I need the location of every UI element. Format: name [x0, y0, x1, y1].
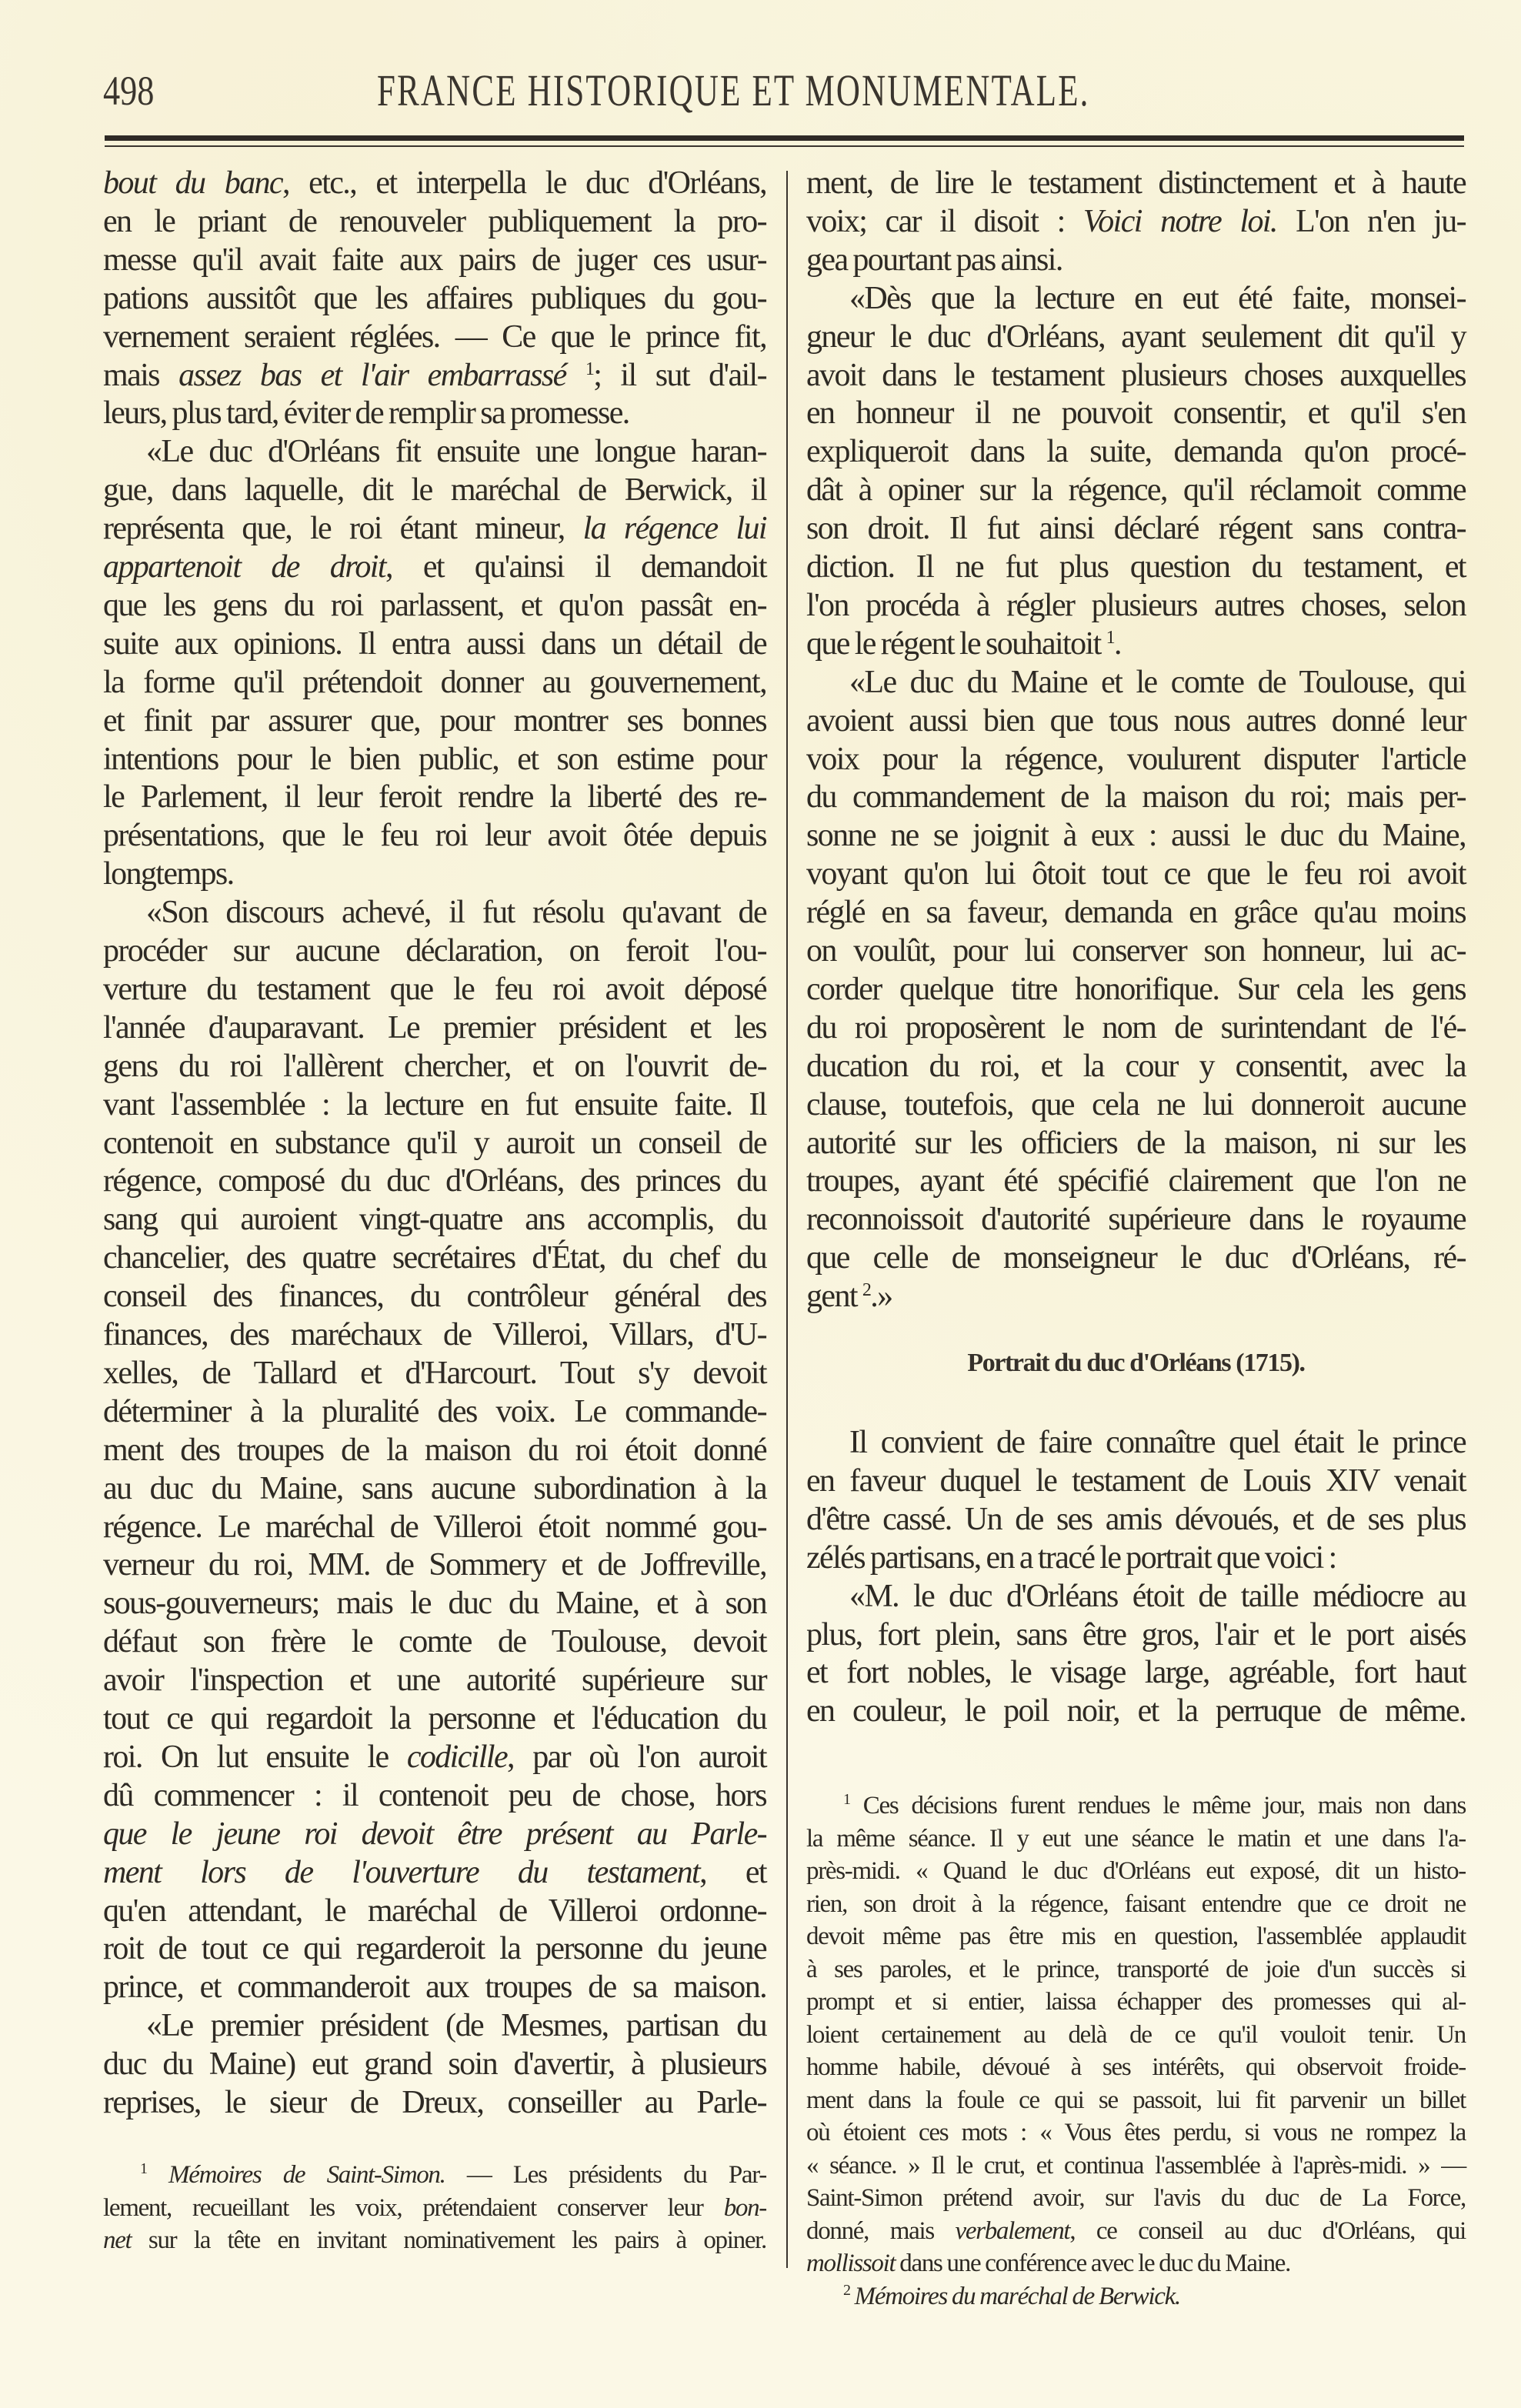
- body-line: [103, 1738, 766, 1776]
- text-run: en honneur il ne pouvoit consentir, et qu'il s'en: [806, 395, 1466, 432]
- body-line: [806, 1462, 1466, 1500]
- body-line: [103, 394, 766, 432]
- right-column: [806, 0, 1466, 2408]
- text-run: ; il sut d'ail-: [593, 357, 767, 393]
- text-run: en le priant de renouveler publiquement la pro-: [103, 203, 766, 239]
- text-run: .: [1113, 625, 1121, 662]
- footnote-marker[interactable]: 1: [140, 2160, 147, 2177]
- text-run: «Le duc d'Orléans fit ensuite une longue haran-: [146, 434, 766, 470]
- body-line: [103, 202, 766, 241]
- body-line: [806, 1423, 1466, 1462]
- text-run: lement, recueillant les voix, prétendaient conserver leur: [103, 2193, 724, 2222]
- body-line: [806, 1124, 1466, 1162]
- italic-text: mollissoit: [806, 2250, 896, 2277]
- italic-text: Mémoires du maréchal de Berwick.: [854, 2282, 1180, 2310]
- text-run: vant l'assemblée : la lecture en fut ensuite faite. Il: [103, 1086, 766, 1122]
- body-line: [806, 855, 1466, 893]
- text-run: «M. le duc d'Orléans étoit de taille médiocre au: [849, 1578, 1466, 1614]
- body-line: [806, 1086, 1466, 1124]
- text-run: réglé en sa faveur, demanda en grâce qu'au moins: [806, 895, 1466, 931]
- text-run: que le régent le souhaitoit: [806, 625, 1106, 662]
- body-line: [806, 932, 1466, 970]
- text-run: dû commencer : il contenoit peu de chose, hors: [103, 1777, 766, 1813]
- footnote-line: [806, 2280, 1466, 2313]
- text-run: troupes, ayant été spécifié clairement que l'on ne: [806, 1163, 1466, 1199]
- text-run: d'être cassé. Un de ses amis dévoués, et de ses plus: [806, 1501, 1466, 1537]
- text-run: devoit même pas être mis en question, l'assemblée applaudit: [806, 1923, 1466, 1950]
- body-line: [806, 241, 1466, 279]
- text-run: contenoit en substance qu'il y auroit un conseil de: [103, 1125, 766, 1161]
- body-line: [103, 548, 766, 586]
- footnote-line: [806, 1920, 1466, 1953]
- body-line: [806, 202, 1466, 241]
- text-run: le Parlement, il leur feroit rendre la liberté des re-: [103, 779, 766, 815]
- italic-text: bout du banc: [103, 165, 282, 201]
- body-line: [806, 1047, 1466, 1086]
- text-run: dans une conférence avec le duc du Maine.: [895, 2250, 1291, 2277]
- column-divider: [786, 171, 788, 2268]
- body-line: [806, 663, 1466, 702]
- text-run: suite aux opinions. Il entra aussi dans un détail de: [103, 625, 766, 662]
- italic-text: la régence lui: [582, 511, 766, 547]
- body-line: [103, 1508, 766, 1546]
- text-run: où étoient ces mots : « Vous êtes perdu, si vous ne rompez la: [806, 2119, 1466, 2146]
- body-line: [806, 1500, 1466, 1539]
- text-run: Il convient de faire connaître quel était le prince: [849, 1425, 1466, 1460]
- body-line: [103, 893, 766, 932]
- text-run: tout ce qui regardoit la personne et l'éducation du: [103, 1701, 766, 1736]
- text-run: duc du Maine) eut grand soin d'avertir, à plusieurs: [103, 2046, 766, 2083]
- text-run: déterminer à la pluralité des voix. Le commande-: [103, 1393, 766, 1429]
- italic-text: Voici notre loi.: [1082, 203, 1277, 239]
- body-line: [806, 1162, 1466, 1200]
- body-line: [103, 702, 766, 740]
- text-run: zélés partisans, en a tracé le portrait que voici :: [806, 1539, 1336, 1576]
- body-line: [103, 1047, 766, 1086]
- footnote-line: [103, 2159, 766, 2191]
- text-run: , et: [699, 1854, 766, 1890]
- body-line: [103, 586, 766, 625]
- footnote-line: [806, 2084, 1466, 2116]
- body-line: [103, 2006, 766, 2045]
- body-line: [103, 1815, 766, 1853]
- running-title: FRANCE HISTORIQUE ET MONUMENTALE.: [377, 65, 1090, 115]
- text-run: finances, des maréchaux de Villeroi, Villars, d'U-: [103, 1317, 766, 1352]
- text-run: à ses paroles, et le prince, transporté de joie d'un succès si: [806, 1955, 1466, 1983]
- italic-text: que le jeune roi devoit être présent au Parle-: [103, 1816, 766, 1852]
- text-run: l'on procéda à régler plusieurs autres choses, selon: [806, 587, 1466, 623]
- footnote-line: [806, 2215, 1466, 2247]
- text-run: chancelier, des quatre secrétaires d'État, du chef du: [103, 1240, 766, 1276]
- text-run: prince, et commanderoit aux troupes de sa maison.: [103, 1969, 766, 2006]
- body-line: [806, 893, 1466, 932]
- body-line: [103, 279, 766, 318]
- body-line: [103, 1546, 766, 1584]
- text-run: dât à opiner sur la régence, qu'il réclamoit comme: [806, 472, 1466, 509]
- body-line: [103, 2083, 766, 2122]
- body-line: [103, 1124, 766, 1162]
- text-run: pations aussitôt que les affaires publiques du gou-: [103, 280, 766, 316]
- text-run: clause, toutefois, que cela ne lui donneroit aucune: [806, 1086, 1466, 1122]
- body-line: [806, 394, 1466, 432]
- text-run: avoit dans le testament plusieurs choses auxquelles: [806, 357, 1466, 393]
- body-line: [806, 432, 1466, 471]
- text-run: au duc du Maine, sans aucune subordination à la: [103, 1470, 766, 1506]
- text-run: ment dans la foule ce qui se passoit, lui fit parvenir un billet: [806, 2086, 1466, 2114]
- body-line: [103, 663, 766, 702]
- body-line: [806, 509, 1466, 548]
- body-line: [103, 1853, 766, 1892]
- body-line: [806, 1577, 1466, 1616]
- footnote-line: [806, 1823, 1466, 1855]
- text-run: homme habile, dévoué à ses intérêts, qui observoit froide-: [806, 2053, 1466, 2081]
- footnote-line: [806, 1855, 1466, 1887]
- body-line: [806, 1277, 1466, 1316]
- text-run: xelles, de Tallard et d'Harcourt. Tout s'y devoit: [103, 1355, 766, 1391]
- body-line: [806, 164, 1466, 202]
- body-line: [806, 740, 1466, 779]
- text-run: défaut son frère le comte de Toulouse, devoit: [103, 1624, 766, 1660]
- text-run: plus, fort plein, sans être gros, l'air et le port aisés: [806, 1616, 1466, 1653]
- text-run: prompt et si entier, laissa échapper des promesses qui al-: [806, 1988, 1466, 2016]
- body-line: [806, 1539, 1466, 1577]
- text-run: sang qui auroient vingt-quatre ans accomplis, du: [103, 1202, 766, 1238]
- left-column: [103, 0, 766, 2408]
- text-run: donné, mais: [806, 2216, 956, 2245]
- body-line: [103, 356, 766, 395]
- text-run: représenta que, le roi étant mineur,: [103, 511, 583, 547]
- text-run: verneur du roi, MM. de Sommery et de Joffreville,: [103, 1547, 766, 1583]
- footnote-marker[interactable]: 2: [843, 2281, 850, 2299]
- text-run: longtemps.: [103, 856, 234, 892]
- text-run: sous-gouverneurs; mais le duc du Maine, et à son: [103, 1586, 766, 1622]
- footnote-line: [806, 1953, 1466, 1986]
- page-number: 498: [103, 68, 155, 114]
- text-run: loient certainement au delà de ce qu'il vouloit tenir. Un: [806, 2020, 1466, 2049]
- text-run: intentions pour le bien public, et son estime pour: [103, 741, 766, 777]
- text-run: en faveur duquel le testament de Louis XIV venait: [806, 1462, 1466, 1499]
- body-line: [806, 279, 1466, 318]
- footnote-line: [806, 2019, 1466, 2051]
- body-line: [103, 1086, 766, 1124]
- italic-text: net: [103, 2226, 132, 2254]
- footnote-marker[interactable]: 1: [1106, 627, 1114, 648]
- text-run: messe qu'il avait faite aux pairs de juger ces usur-: [103, 242, 766, 278]
- text-run: verture du testament que le feu roi avoit déposé: [103, 971, 766, 1007]
- text-run: , par où l'on auroit: [507, 1739, 766, 1775]
- body-line: [103, 1699, 766, 1738]
- footnote-line: [806, 2116, 1466, 2149]
- text-run: du roi proposèrent le nom de surintendant de l'é-: [806, 1009, 1466, 1046]
- text-run: régence, composé du duc d'Orléans, des princes du: [103, 1163, 766, 1199]
- text-run: sur la tête en invitant nominativement les pairs à opiner.: [131, 2226, 766, 2254]
- body-line: [103, 1009, 766, 1047]
- text-run: on voulût, pour lui conserver son honneur, lui ac-: [806, 933, 1466, 969]
- body-line: [103, 1316, 766, 1354]
- body-line: [103, 1277, 766, 1316]
- italic-text: Mémoires de Saint-Simon.: [168, 2161, 445, 2189]
- footnote-line: [806, 2182, 1466, 2214]
- body-line: [806, 625, 1466, 663]
- footnote-line: [806, 1888, 1466, 1920]
- body-line: [103, 1239, 766, 1277]
- text-run: «Le duc du Maine et le comte de Toulouse, qui: [849, 664, 1466, 700]
- body-line: [103, 932, 766, 970]
- body-line: [806, 1653, 1466, 1692]
- italic-text: verbalement: [955, 2216, 1070, 2245]
- footnote-line: [806, 2247, 1466, 2280]
- text-run: avoient aussi bien que tous nous autres donné leur: [806, 702, 1466, 739]
- italic-text: appartenoit de droit: [103, 549, 385, 585]
- body-line: [103, 1392, 766, 1431]
- text-run: ment des troupes de la maison du roi étoit donné: [103, 1432, 766, 1468]
- body-line: [806, 816, 1466, 855]
- text-run: l'année d'auparavant. Le premier président et les: [103, 1009, 766, 1046]
- text-run: conseil des finances, du contrôleur général des: [103, 1279, 766, 1315]
- text-run: ment, de lire le testament distinctement et à haute: [806, 165, 1466, 201]
- body-line: [103, 509, 766, 548]
- body-line: [103, 1929, 766, 1968]
- body-line: [103, 855, 766, 893]
- text-run: reprises, le sieur de Dreux, conseiller au Parle-: [103, 2085, 766, 2120]
- body-line: [103, 816, 766, 855]
- text-run: voix pour la régence, voulurent disputer l'article: [806, 741, 1466, 777]
- body-line: [103, 164, 766, 202]
- body-line: [103, 1623, 766, 1661]
- body-line: [103, 318, 766, 356]
- body-line: [103, 1431, 766, 1469]
- text-run: mais: [103, 357, 179, 393]
- text-run: présentations, que le feu roi leur avoit ôtée depuis: [103, 818, 766, 854]
- body-line: [103, 1200, 766, 1239]
- text-run: leurs, plus tard, éviter de remplir sa promesse.: [103, 395, 629, 432]
- body-line: [103, 241, 766, 279]
- text-run: [147, 2161, 168, 2189]
- text-run: du commandement de la maison du roi; mais per-: [806, 779, 1466, 815]
- text-run: régence. Le maréchal de Villeroi étoit nommé gou-: [103, 1509, 766, 1545]
- body-line: [806, 471, 1466, 509]
- footnote-line: [103, 2224, 766, 2256]
- text-run: la forme qu'il prétendoit donner au gouvernement,: [103, 664, 766, 700]
- body-line: [103, 1354, 766, 1392]
- body-line: [103, 740, 766, 779]
- text-run: Saint-Simon prétend avoir, sur l'avis du duc de La Force,: [806, 2184, 1466, 2212]
- body-line: [103, 1162, 766, 1200]
- text-run: voix; car il disoit :: [806, 203, 1083, 239]
- text-run: gea pourtant pas ainsi.: [806, 242, 1062, 278]
- footnote-line: [806, 1986, 1466, 2018]
- text-run: en couleur, le poil noir, et la perruque de même.: [806, 1693, 1466, 1729]
- body-line: [103, 778, 766, 816]
- text-run: que les gens du roi parlassent, et qu'on passât en-: [103, 587, 766, 623]
- text-run: Ces décisions furent rendues le même jour, mais non dans: [849, 1792, 1466, 1819]
- footnote-marker[interactable]: 2: [862, 1280, 871, 1301]
- text-run: et finit par assurer que, pour montrer ses bonnes: [103, 702, 766, 739]
- body-line: [806, 1692, 1466, 1730]
- text-run: et fort nobles, le visage large, agréable, fort haut: [806, 1655, 1466, 1691]
- body-line: [103, 1469, 766, 1508]
- italic-text: bon-: [723, 2193, 766, 2222]
- footnote-marker[interactable]: 1: [843, 1791, 850, 1808]
- text-run: vernement seraient réglées. — Ce que le prince fit,: [103, 319, 766, 355]
- body-line: [103, 471, 766, 509]
- body-line: [103, 432, 766, 471]
- text-run: , ce conseil au duc d'Orléans, qui: [1069, 2216, 1466, 2245]
- text-run: avoir l'inspection et une autorité supérieure sur: [103, 1663, 766, 1699]
- text-run: diction. Il ne fut plus question du testament, et: [806, 549, 1466, 585]
- text-run: la même séance. Il y eut une séance le matin et une dans l'a-: [806, 1824, 1466, 1853]
- text-run: .»: [870, 1279, 892, 1315]
- text-run: voyant qu'on lui ôtoit tout ce que le feu roi avoit: [806, 856, 1466, 892]
- text-run: gens du roi l'allèrent chercher, et on l'ouvrit de-: [103, 1048, 766, 1084]
- text-run: que celle de monseigneur le duc d'Orléans, ré-: [806, 1240, 1466, 1276]
- text-run: ducation du roi, et la cour y consentit, avec la: [806, 1048, 1466, 1084]
- footnote-line: [806, 2150, 1466, 2182]
- text-run: reconnoissoit d'autorité supérieure dans le royaume: [806, 1202, 1466, 1238]
- body-line: [806, 1239, 1466, 1277]
- italic-text: ment lors de l'ouverture du testament: [103, 1854, 700, 1890]
- text-run: gue, dans laquelle, dit le maréchal de Berwick, il: [103, 472, 766, 509]
- text-run: «Son discours achevé, il fut résolu qu'avant de: [146, 895, 766, 931]
- body-line: [806, 970, 1466, 1009]
- text-run: L'on n'en ju-: [1276, 203, 1466, 239]
- text-run: autorité sur les officiers de la maison, ni sur les: [806, 1125, 1466, 1161]
- italic-text: assez bas et l'air embarrassé: [178, 357, 566, 393]
- body-line: [806, 356, 1466, 395]
- text-run: procéder sur aucune déclaration, on feroit l'ou-: [103, 933, 766, 969]
- text-run: gent: [806, 1279, 862, 1315]
- body-line: [103, 1661, 766, 1699]
- body-line: [103, 625, 766, 663]
- text-run: roi. On lut ensuite le: [103, 1739, 407, 1775]
- text-run: roit de tout ce qui regarderoit la personne du jeune: [103, 1931, 766, 1967]
- body-line: [103, 1776, 766, 1815]
- body-line: [103, 1892, 766, 1930]
- body-line: [806, 1009, 1466, 1047]
- text-run: sonne ne se joignit à eux : aussi le duc du Maine,: [806, 818, 1466, 854]
- body-line: [103, 2045, 766, 2083]
- italic-text: codicille: [406, 1739, 508, 1775]
- body-line: [806, 1616, 1466, 1654]
- text-run: [566, 358, 585, 393]
- text-run: gneur le duc d'Orléans, ayant seulement dit qu'il y: [806, 319, 1466, 355]
- body-line: [806, 778, 1466, 816]
- text-run: son droit. Il fut ainsi déclaré régent sans contra-: [806, 511, 1466, 547]
- footnote-marker[interactable]: 1: [585, 359, 594, 379]
- body-line: [103, 970, 766, 1009]
- body-line: [806, 702, 1466, 740]
- body-line: [806, 1200, 1466, 1239]
- body-line: [806, 548, 1466, 586]
- section-heading: Portrait du duc d'Orléans (1715).: [967, 1349, 1305, 1377]
- text-run: «Le premier président (de Mesmes, partisan du: [146, 2008, 766, 2044]
- body-line: [103, 1584, 766, 1623]
- text-run: corder quelque titre honorifique. Sur cela les gens: [806, 971, 1466, 1007]
- text-run: près-midi. « Quand le duc d'Orléans eut exposé, dit un histo-: [806, 1857, 1466, 1885]
- text-run: — Les présidents du Par-: [445, 2161, 766, 2189]
- footnote-line: [806, 2051, 1466, 2083]
- text-run: qu'en attendant, le maréchal de Villeroi ordonne-: [103, 1893, 766, 1929]
- text-run: «Dès que la lecture en eut été faite, monsei-: [849, 280, 1466, 316]
- text-run: « séance. » Il le crut, et continua l'assemblée à l'après-midi. » —: [806, 2151, 1466, 2180]
- text-run: expliqueroit dans la suite, demanda qu'on procé-: [806, 434, 1466, 470]
- text-run: , etc., et interpella le duc d'Orléans,: [282, 165, 766, 201]
- body-line: [806, 318, 1466, 356]
- body-line: [806, 586, 1466, 625]
- text-run: , et qu'ainsi il demandoit: [385, 549, 767, 585]
- footnote-line: [806, 1789, 1466, 1822]
- footnote-line: [103, 2192, 766, 2224]
- text-run: rien, son droit à la régence, faisant entendre que ce droit ne: [806, 1889, 1466, 1918]
- body-line: [103, 1968, 766, 2006]
